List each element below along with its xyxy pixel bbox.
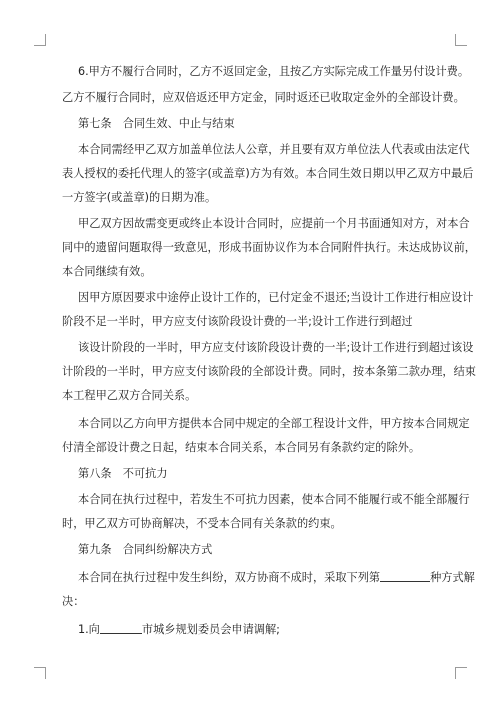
- paragraph-line: 同中的遗留问题取得一致意见，形成书面协议作为本合同附件执行。未达成协议前，: [62, 241, 476, 254]
- paragraph-line: 表人授权的委托代理人的签字(或盖章)方为有效。本合同生效日期以甲乙双方中最后: [62, 167, 474, 180]
- paragraph-line: 甲乙双方因故需变更或终止本设计合同时，应提前一个月书面通知对方，对本合: [78, 217, 470, 230]
- section-heading: 第八条 不可抗力: [78, 467, 168, 480]
- paragraph-line: 因甲方原因要求中途停止设计工作的，已付定金不退还;当设计工作进行相应设计: [78, 291, 474, 304]
- document-body: [62, 64, 476, 638]
- crop-mark-top-right: [455, 34, 467, 46]
- paragraph-line: 决：: [62, 595, 85, 608]
- paragraph-line: [62, 570, 475, 586]
- item-text: 市城乡规划委员会申请调解;: [141, 623, 280, 636]
- dispute-text-before-blank: 本合同在执行过程中发生纠纷，双方协商不成时，采取下列第: [78, 571, 381, 584]
- paragraph-line: [62, 622, 446, 638]
- paragraph-line: 6.甲方不履行合同时，乙方不返回定金，且按乙方实际完成工作量另付设计费。: [78, 65, 470, 78]
- crop-mark-bottom-right: [455, 667, 467, 679]
- crop-mark-bottom-left: [34, 667, 46, 679]
- section-heading: 第九条 合同纠纷解决方式: [78, 543, 213, 556]
- crop-mark-top-left: [34, 34, 46, 46]
- item-number: 1.向: [78, 623, 100, 636]
- paragraph-line: 付清全部设计费之日起，结束本合同关系，本合同另有条款约定的除外。: [62, 441, 421, 454]
- paragraph-line: 本工程甲乙双方合同关系。: [62, 389, 197, 402]
- fill-in-blank-city: [100, 622, 142, 634]
- paragraph-line: 阶段不足一半时，甲方应支付该阶段设计费的一半;设计工作进行到超过: [62, 315, 413, 328]
- paragraph-line: 一方签字(或盖章)的日期为准。: [62, 191, 217, 204]
- paragraph-line: 本合同继续有效。: [62, 265, 152, 278]
- fill-in-blank-method-number: [380, 570, 430, 582]
- section-heading: 第七条 合同生效、中止与结束: [78, 117, 235, 130]
- dispute-text-after-blank: 种方式解: [430, 571, 475, 584]
- paragraph-line: 该设计阶段的一半时，甲方应支付该阶段设计费的一半;设计工作进行到超过该设: [78, 341, 474, 354]
- paragraph-line: 时，甲乙双方可协商解决，不受本合同有关条款的约束。: [62, 517, 342, 530]
- paragraph-line: 本合同在执行过程中，若发生不可抗力因素，使本合同不能履行或不能全部履行: [78, 493, 470, 506]
- paragraph-line: 计阶段的一半时，甲方应支付该阶段的全部设计费。同时，按本条第二款办理，结束: [62, 365, 476, 378]
- paragraph-line: 乙方不履行合同时，应双倍返还甲方定金，同时返还已收取定金外的全部设计费。: [62, 91, 465, 104]
- paragraph-line: 本合同以乙方向甲方提供本合同中规定的全部工程设计文件，甲方按本合同规定: [78, 417, 470, 430]
- paragraph-line: 本合同需经甲乙双方加盖单位法人公章，并且要有双方单位法人代表或由法定代: [78, 143, 470, 156]
